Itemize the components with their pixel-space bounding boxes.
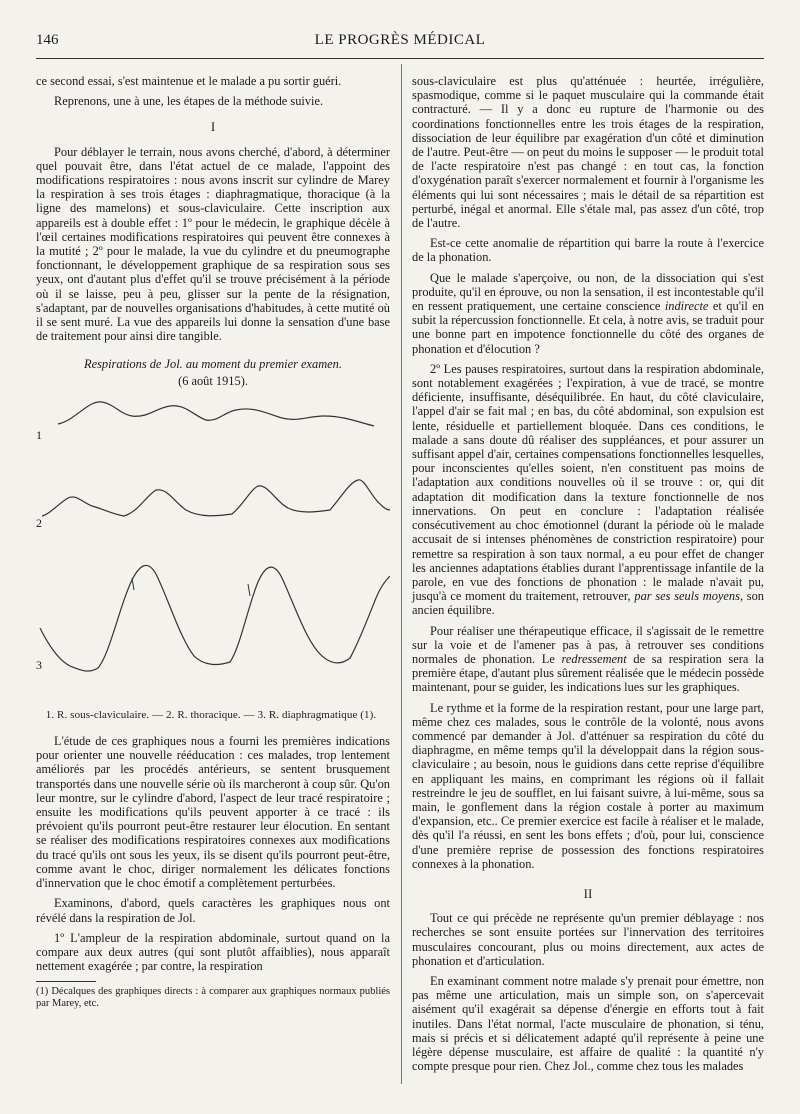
paragraph-etude: L'étude de ces graphiques nous a fourni les premières indications pour orienter une nouvelle rééducation : ces malades, trop lentement améliorés par les procédés antérieurs, se sentent brusquement transportés dans une nouvelle série où ils marcheront à coup sûr. Qu'on leur montre, sur le cylindre d'abord, l'aspect de leur tracé respiratoire ; ensuite les modifications qu'ils peuvent apporter à ce tracé : ils prévoient qu'ils pourront peut-être restaurer leur élocution. En sentant se réaliser des modifications respiratoires connexes aux modifications du tracé qu'ils ont sous les yeux, ils se disent qu'ils pourront peut-être, comme avant le choc, diriger normalement les délicates fonctions d'innervation que le choc émotif a complètement perturbées. <box>36 734 390 891</box>
paragraph-tout: Tout ce qui précède ne représente qu'un premier déblayage : nos recherches se sont ensuite portées sur l'innervation des territoires musculaires concourant, plus ou moins directement, aux actes de phonation et d'articulation. <box>412 911 764 968</box>
trace-label-2: 2 <box>36 515 42 530</box>
paragraph-intro: ce second essai, s'est maintenue et le malade a pu sortir guéri. <box>36 74 342 88</box>
trace-label-1: 1 <box>36 427 42 442</box>
page-header <box>36 32 764 54</box>
paragraph-continuation: sous-claviculaire est plus qu'atténuée : heurtée, irrégulière, spasmodique, comme si le paquet musculaire qui la commande était contracturé. — Il y a donc eu rupture de l'harmonie ou des coordinations fonctionnelles entre les trois étages de la respiration, dissociation de leur équilibre par exagération d'un côté et diminution de l'autre. Peut-être — on peut du moins le supposer — le produit total de l'acte respiratoire n'est pas changé : en tout cas, la fonction d'oxygénation paraît s'exercer normalement et fournir à l'organisme les éléments qui lui sont nécessaires ; mais le détail de sa répartition est perturbé, inégal et anormal. Elle s'étale mal, pas assez d'un côté, trop de l'autre. <box>412 74 764 231</box>
emphasis-redressement: redressement <box>561 651 627 666</box>
text-run: 2º Les pauses respiratoires, surtout dans la respiration abdominale, sont notablement exagérées ; l'expiration, à vue de tracé, se montre déficiente, insuffisante, déséquilibrée. En haut, du côté claviculaire, l'appel d'air se fait mal ; en bas, du côté abdominal, son expulsion est lente, résiduelle et partiellement bloquée. Dans ces conditions, le malade a sans doute dû réaliser des suppléances, et pour assurer un suffisant appel d'air, certaines compensations fonctionnelles lesquelles, pour inconscientes qu'elles soient, n'en constituent pas moins de l'adaptation aux conditions nouvelles où il se trouve : or, qui dit adaptation dit modification dans la texture fonctionnelle de nos innervations. On peut en conclure : l'adaptation réalisée consécutivement au choc émotionnel (durant la période où le malade accusait de si intenses phénomènes de constriction respiratoire) pour remettre sa respiration à son taux normal, a eu pour effet de changer les anciennes adaptations établies durant l'apprentissage infantile de la parole, en vue des fonctions de phonation : le malade n'avait pu, jusqu'à ce moment du traitement, retrouver, <box>412 361 764 604</box>
paragraph-pauses <box>412 362 764 618</box>
footnote: (1) Décalques des graphiques directs : à comparer aux graphiques normaux publiés par Marey, etc. <box>36 986 390 1010</box>
figure-legend: 1. R. sous-claviculaire. — 2. R. thoracique. — 3. R. diaphragmatique (1). <box>45 708 377 721</box>
right-column <box>412 74 764 1079</box>
footnote-rule <box>36 981 96 982</box>
paragraph-rythme: Le rythme et la forme de la respiration restant, pour une large part, même chez ces malades, sous le contrôle de la volonté, nous avons commencé par demander à Jol. d'atténuer sa respiration du côté du diaphragme, en même temps qu'il la développait dans la région sous-claviculaire ; au besoin, nous le guidions dans cette reprise d'équilibre en appliquant les mains, en comprimant les régions où il fallait restreindre le jeu de soufflet, en lui faisant suivre, à lui-même, sous sa main, le gonflement dans la région costale à porter au maximum d'expansion, etc.. Ce premier exercice est facile à réaliser et le malade, dès qu'il l'a réussi, en sent les bons effets ; d'où, pour lui, conscience d'une première reprise de possession des fonctions respiratoires connexes à la phonation. <box>412 700 764 871</box>
section-number-1: I <box>210 119 216 135</box>
figure-date: (6 août 1915). <box>178 373 248 388</box>
header-rule <box>36 58 764 59</box>
paragraph-examinons: Examinons, d'abord, quels caractères les graphiques nous ont révélé dans la respiration de Jol. <box>36 896 390 925</box>
emphasis-seuls-moyens: par ses seuls moyens <box>634 589 740 604</box>
text-run: Pour réaliser une thérapeutique efficace, il s'agissait de le remettre sur la voie et de l'amener pas à pas, à retrouver ses conditions normales de phonation. Le <box>412 623 764 666</box>
paragraph-que-le-malade <box>412 271 764 356</box>
paragraph-examinant: En examinant comment notre malade s'y prenait pour émettre, non pas même une articulation, mais un simple son, on s'apercevait aisément qu'il exagérait sa dépense d'énergie en efforts tout à fait inutiles. Dans l'état normal, l'acte musculaire de phonation, si ténu, mais si précis et si délicatement adapté qu'il représente à peine une légère dépense musculaire, est affaire de qualité : la quantité n'y compte presque pour rien. Chez Jol., comme chez tous les malades <box>412 973 764 1074</box>
trace-diaphragmatique <box>40 565 390 671</box>
respiration-traces-figure <box>36 392 390 704</box>
figure-caption: Respirations de Jol. au moment du premier examen. <box>84 357 342 372</box>
trace-sous-claviculaire <box>58 402 374 426</box>
running-title: LE PROGRÈS MÉDICAL <box>314 32 486 48</box>
paragraph-anomalie: Est-ce cette anomalie de répartition qui barre la route à l'exercice de la phonation. <box>412 236 764 265</box>
trace-thoracique <box>42 480 390 516</box>
column-divider <box>401 64 402 1084</box>
page-number: 146 <box>36 32 59 48</box>
text-run: , son ancien équilibre. <box>412 589 764 618</box>
traces-svg <box>36 392 390 704</box>
section-number-2: II <box>583 885 593 901</box>
trace-label-3: 3 <box>36 657 42 672</box>
paragraph-amplitude: 1º L'ampleur de la respiration abdominale, surtout quand on la compare aux deux autres (qui sont plutôt affaiblies), nous apparaît nettement exagérée ; par contre, la respiration <box>36 930 390 974</box>
left-column <box>36 74 390 1016</box>
emphasis-indirecte: indirecte <box>664 299 709 314</box>
paragraph-deblayer: Pour déblayer le terrain, nous avons cherché, d'abord, à déterminer quel pouvait être, dans l'état actuel de ce malade, l'appoint des modifications respiratoires : nous avons inscrit sur cylindre de Marey la respiration à ses trois étages : diaphragmatique, thoracique (à la ligne des mamelons) et sous-claviculaire. Cette inscription aux appareils est à double effet : 1º pour le médecin, le graphique décèle à l'œil certaines modifications respiratoires qui peuvent être connexes à la mutité ; 2º pour le malade, la vue du cylindre et du pneumographe fonctionnant, le développement graphique de sa respiration sous ses yeux, ont d'autant plus d'effet qu'il se trouve précisément à la période où il se laisse, peu à peu, glisser sur la pente de la résignation, s'adaptant, par de nouvelles organisations d'habitudes, à cette mutité où il se sent muré. La vue des appareils lui donne la sensation d'une base de traitement pour ainsi dire tangible. <box>36 144 390 344</box>
paragraph-reprenons: Reprenons, une à une, les étapes de la méthode suivie. <box>54 94 324 109</box>
trace-diaphragmatique-tick <box>132 578 250 596</box>
paragraph-realiser <box>412 624 764 695</box>
text-run: Que le malade s'aperçoive, ou non, de la dissociation qui s'est produite, qu'il en éprouve, ou non la sensation, il est incontestable qu'il en ressent pratiquement, une certaine conscience <box>412 270 764 314</box>
text-run: et qu'il en subit la répercussion fonctionnelle. Et cela, à notre avis, se traduit pour une bonne part en impotence fonctionnelle du côté des organes de phonation et d'élocution ? <box>412 299 764 356</box>
text-run: de sa respiration sera la première étape, d'autant plus sûrement réalisée que le médecin possède maintenant, pour se guider, les indications lues sur les graphiques. <box>412 651 764 695</box>
